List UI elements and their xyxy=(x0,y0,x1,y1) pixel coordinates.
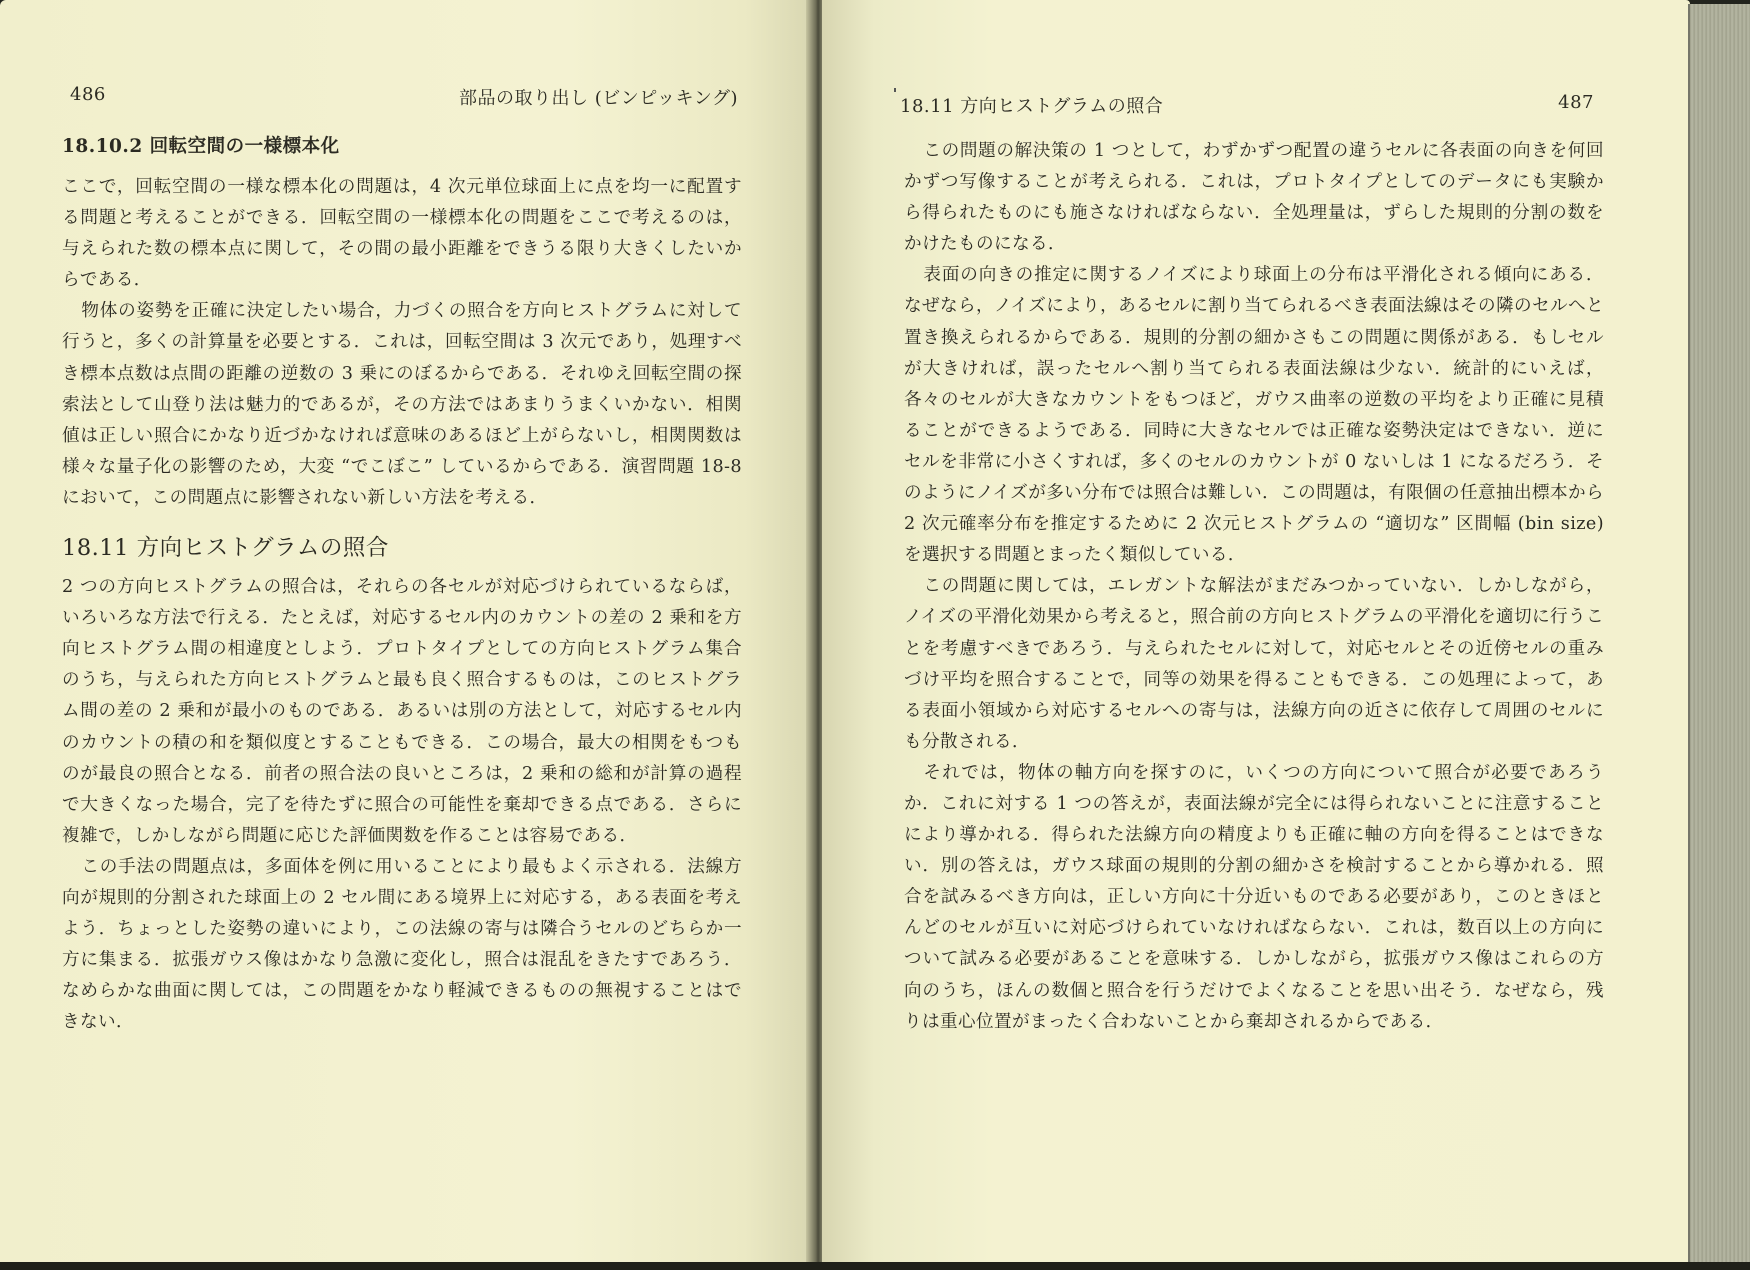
page-stack-edge xyxy=(1688,4,1750,1262)
paragraph: ここで，回転空間の一様な標本化の問題は，4 次元単位球面上に点を均一に配置する問題と考えることができる．回転空間の一様標本化の問題をここで考えるのは，与えられた数の標本点に関して，その間の最小距離をできうる限り大きくしたいからである． xyxy=(62,177,742,291)
right-running-title: 18.11 方向ヒストグラムの照合 xyxy=(900,96,1164,117)
left-running-title: 部品の取り出し (ビンピッキング) xyxy=(458,88,738,109)
print-mark xyxy=(894,88,896,92)
paragraph: 物体の姿勢を正確に決定したい場合，力づくの照合を方向ヒストグラムに対して行うと，多くの計算量を必要とする．これは，回転空間は 3 次元であり，処理すべき標本点数は点間の距離の逆数の 3 乗にのぼるからである．それゆえ回転空間の探索法として山登り法は魅力的であるが，その方法ではあまりうまくいかない．相関値は正しい照合にかなり近づかなければ意味のあるほど上がらないし，相関関数は様々な量子化の影響のため，大変 “でこぼこ” しているからである．演習問題 18-8 において，この問題点に影響されない新しい方法を考える． xyxy=(62,301,742,508)
paragraph: それでは，物体の軸方向を探すのに，いくつの方向について照合が必要であろうか．これに対する 1 つの答えが，表面法線が完全には得られないことに注意することにより導かれる．得られた法線方向の精度よりも正確に軸の方向を得ることはできない．別の答えは，ガウス球面の規則的分割の細かさを検討することから導かれる．照合を試みるべき方向は，正しい方向に十分近いものである必要があり，このときほとんどのセルが互いに対応づけられていなければならない．これは，数百以上の方向について試みる必要があることを意味する．しかしながら，拡張ガウス像はこれらの方向のうち，ほんの数個と照合を行うだけでよくなることを思い出そう．なぜなら，残りは重心位置がまったく合わないことから棄却されるからである． xyxy=(904,762,1604,1032)
left-text-block xyxy=(62,132,742,1038)
right-page-number: 487 xyxy=(1558,92,1594,113)
right-page xyxy=(822,0,1690,1262)
paragraph: この問題の解決策の 1 つとして，わずかずつ配置の違うセルに各表面の向きを何回かずつ写像することが考えられる．これは，プロトタイプとしてのデータにも実験から得られたものにも施さなければならない．全処理量は，ずらした規則的分割の数をかけたものになる． xyxy=(904,141,1604,255)
section-heading: 18.11 方向ヒストグラムの照合 xyxy=(62,535,389,562)
paragraph: 表面の向きの推定に関するノイズにより球面上の分布は平滑化される傾向にある．なぜなら，ノイズにより，あるセルに割り当てられるべき表面法線はその隣のセルへと置き換えられるからである．規則的分割の細かさもこの問題に関係がある．もしセルが大きければ，誤ったセルへ割り当てられる表面法線は少ない．統計的にいえば，各々のセルが大きなカウントをもつほど，ガウス曲率の逆数の平均をより正確に見積ることができるようである．同時に大きなセルでは正確な姿勢決定はできない．逆にセルを非常に小さくすれば，多くのセルのカウントが 0 ないしは 1 になるだろう．そのようにノイズが多い分布では照合は難しい．この問題は，有限個の任意抽出標本から 2 次元確率分布を推定するために 2 次元ヒストグラムの “適切な” 区間幅 (bin size) を選択する問題とまったく類似している． xyxy=(904,265,1605,566)
subsection-heading: 18.10.2 回転空間の一様標本化 xyxy=(62,136,340,157)
paragraph: 2 つの方向ヒストグラムの照合は，それらの各セルが対応づけられているならば，いろいろな方法で行える．たとえば，対応するセル内のカウントの差の 2 乗和を方向ヒストグラム間の相違度としよう．プロトタイプとしての方向ヒストグラム集合のうち，与えられた方向ヒストグラムと最も良く照合するものは，このヒストグラム間の差の 2 乗和が最小のものである．あるいは別の方法として，対応するセル内のカウントの積の和を類似度とすることもできる．この場合，最大の相関をもつものが最良の照合となる．前者の照合法の良いところは，2 乗和の総和が計算の過程で大きくなった場合，完了を待たずに照合の可能性を棄却できる点である．さらに複雑で，しかしながら問題に応じた評価関数を作ることは容易である． xyxy=(62,577,742,846)
left-page-number: 486 xyxy=(70,84,106,105)
book-cover-edge xyxy=(0,1262,1750,1270)
paragraph: この問題に関しては，エレガントな解法がまだみつかっていない．しかしながら，ノイズの平滑化効果から考えると，照合前の方向ヒストグラムの平滑化を適切に行うことを考慮すべきであろう．与えられたセルに対して，対応セルとその近傍セルの重みづけ平均を照合することで，同等の効果を得ることもできる．この処理によって，ある表面小領域から対応するセルへの寄与は，法線方向の近さに依存して周囲のセルにも分散される． xyxy=(904,576,1604,752)
right-text-block xyxy=(904,136,1604,1038)
left-page xyxy=(0,0,810,1262)
paragraph: この手法の問題点は，多面体を例に用いることにより最もよく示される．法線方向が規則的分割された球面上の 2 セル間にある境界上に対応する，ある表面を考えよう．ちょっとした姿勢の違いにより，この法線の寄与は隣合うセルのどちらか一方に集まる．拡張ガウス像はかなり急激に変化し，照合は混乱をきたすであろう．なめらかな曲面に関しては，この問題をかなり軽減できるものの無視することはできない． xyxy=(62,856,742,1033)
